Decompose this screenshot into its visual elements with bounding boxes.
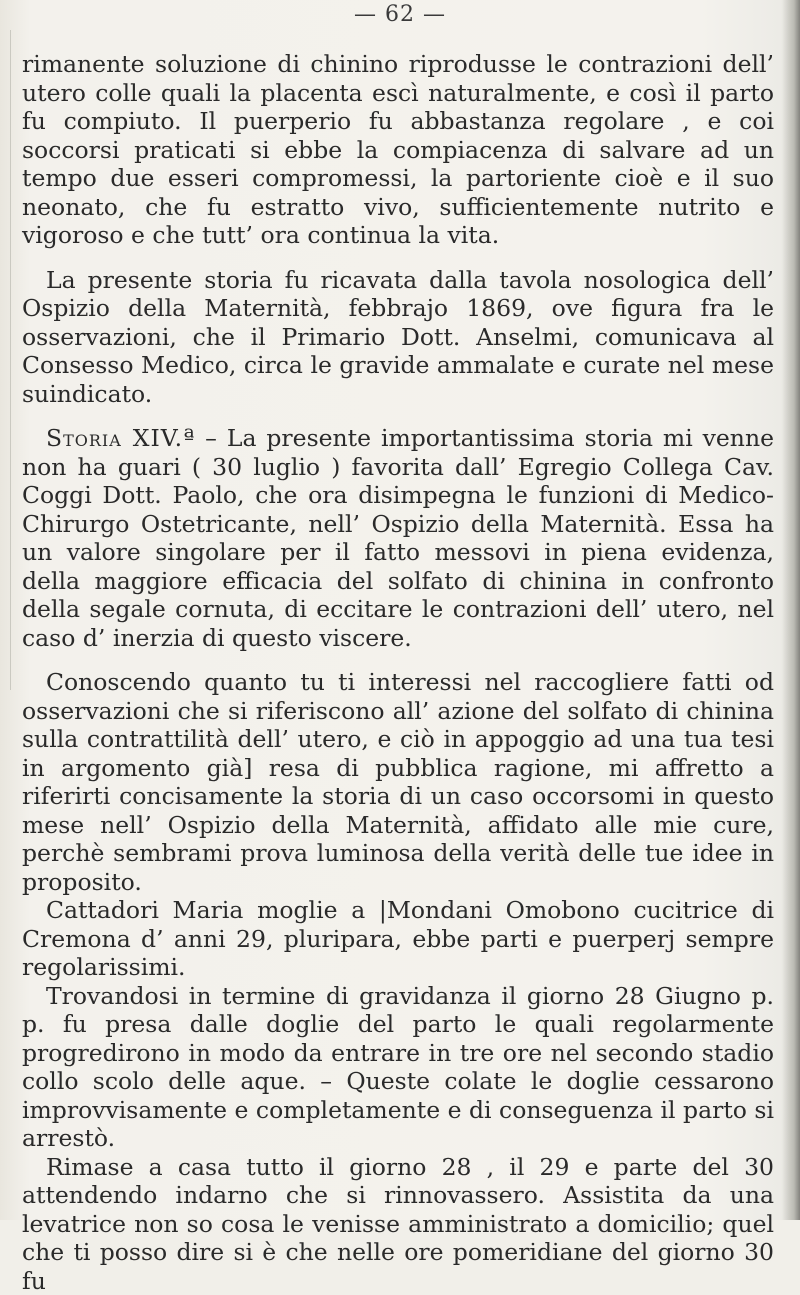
paragraph-4: Conoscendo quanto tu ti interessi nel raccogliere fatti od osservazioni che si riferiscono all’ azione del solfato di chinina sulla contrattilità dell’ utero, e ciò in appoggio ad una tua tesi in argomento già] resa di pubblica ragione, mi affretto a riferirti concisamente la storia di un caso occorsomi in questo mese nell’ Ospizio della Maternità, affidato alle mie cure, perchè sembrami prova luminosa della verità delle tue idee in proposito.	[22, 668, 774, 896]
paragraph-2: La presente storia fu ricavata dalla tavola nosologica dell’ Ospizio della Maternità, febbrajo 1869, ove figura fra le osservazioni, che il Primario Dott. Anselmi, comunicava al Consesso Medico, circa le gravide ammalate e curate nel mese suindicato.	[22, 266, 774, 409]
paragraph-5: Cattadori Maria moglie a |Mondani Omobono cucitrice di Cremona d’ anni 29, pluripara, ebbe parti e puerperj sempre regolarissimi.	[22, 896, 774, 982]
paragraph-1: rimanente soluzione di chinino riprodusse le contrazioni dell’ utero colle quali la placenta escì naturalmente, e così il parto fu compiuto. Il puerperio fu abbastanza regolare , e coi soccorsi praticati si ebbe la compiacenza di salvare ad un tempo due esseri compromessi, la partoriente cioè e il suo neonato, che fu estratto vivo, sufficientemente nutrito e vigoroso e che tutt’ ora continua la vita.	[22, 50, 774, 250]
page-edge-shadow	[782, 0, 800, 1220]
paragraph-3	[22, 424, 774, 652]
case-heading: Storia XIV.ª	[46, 424, 195, 452]
paragraph-3-text: – La presente importantissima storia mi venne non ha guari ( 30 luglio ) favorita dall’ Egregio Collega Cav. Coggi Dott. Paolo, che ora disimpegna le funzioni di Medico-Chirurgo Ostetricante, nell’ Ospizio della Maternità. Essa ha un valore singolare per il fatto messovi in piena evidenza, della maggiore efficacia del solfato di chinina in confronto della segale cornuta, di eccitare le contrazioni dell’ utero, nel caso d’ inerzia di questo viscere.	[22, 424, 774, 652]
paragraph-7: Rimase a casa tutto il giorno 28 , il 29 e parte del 30 attendendo indarno che si rinnovassero. Assistita da una levatrice non so cosa le venisse amministrato a domicilio; quel che ti posso dire si è che nelle ore pomeridiane del giorno 30 fu	[22, 1153, 774, 1295]
gutter-shadow	[10, 30, 11, 690]
body-text	[22, 50, 774, 1295]
page-number: — 62 —	[0, 2, 800, 27]
paragraph-6: Trovandosi in termine di gravidanza il giorno 28 Giugno p. p. fu presa dalle doglie del parto le quali regolarmente progredirono in modo da entrare in tre ore nel secondo stadio collo scolo delle aque. – Queste colate le doglie cessarono improvvisamente e completamente e di conseguenza il parto si arrestò.	[22, 982, 774, 1153]
